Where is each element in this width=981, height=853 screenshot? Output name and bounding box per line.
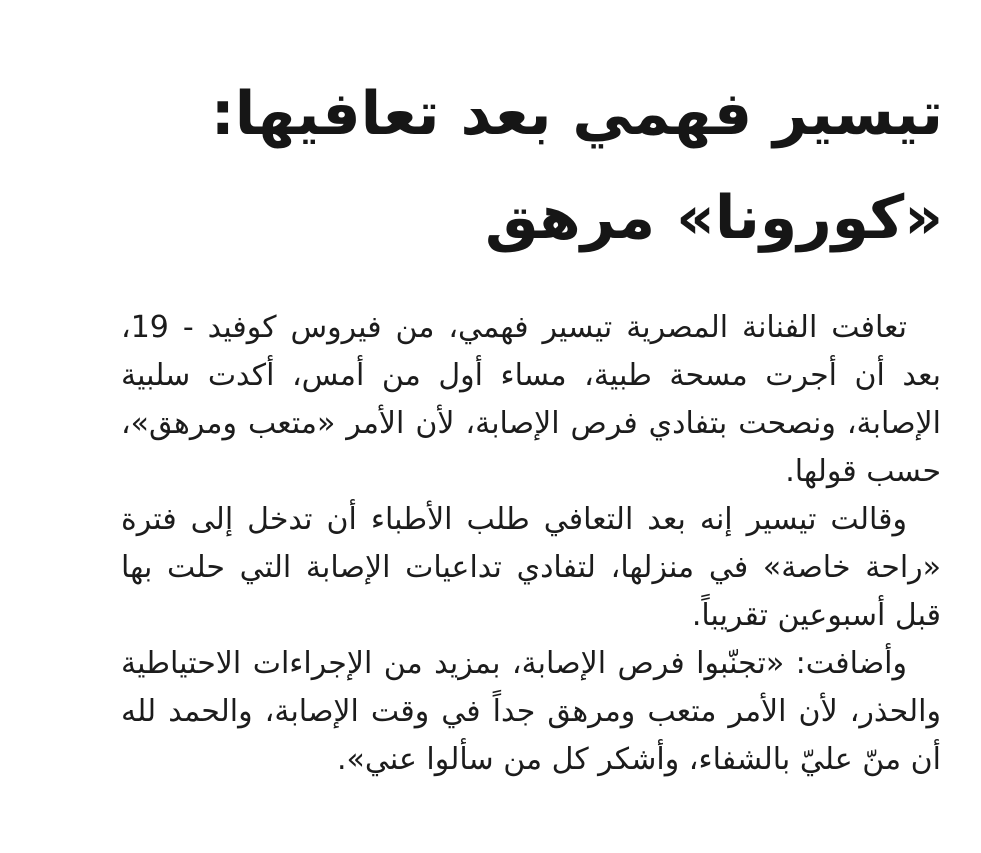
article-paragraph-2: وقالت تيسير إنه بعد التعافي طلب الأطباء أن تدخل إلى فترة «راحة خاصة» في منزلها، لتفادي تداعيات الإصابة التي حلت بها قبل أسبوعين تقريباً. bbox=[121, 502, 941, 633]
headline-line-1: تيسير فهمي بعد تعافيها: bbox=[210, 79, 943, 149]
article-paragraph-1: تعافت الفنانة المصرية تيسير فهمي، من فيروس كوفيد - 19، بعد أن أجرت مسحة طبية، مساء أول من أمس، أكدت سلبية الإصابة، ونصحت بتفادي فرص الإصابة، لأن الأمر «متعب ومرهق»، حسب قولها. bbox=[121, 310, 941, 489]
article-headline bbox=[183, 62, 943, 270]
headline-line-2: «كورونا» مرهق bbox=[485, 183, 943, 253]
article-paragraph-3: وأضافت: «تجنّبوا فرص الإصابة، بمزيد من الإجراءات الاحتياطية والحذر، لأن الأمر متعب ومرهق جداً في وقت الإصابة، والحمد لله أن منّ عليّ بالشفاء، وأشكر كل من سألوا عني». bbox=[121, 646, 941, 777]
article-body bbox=[121, 304, 941, 784]
